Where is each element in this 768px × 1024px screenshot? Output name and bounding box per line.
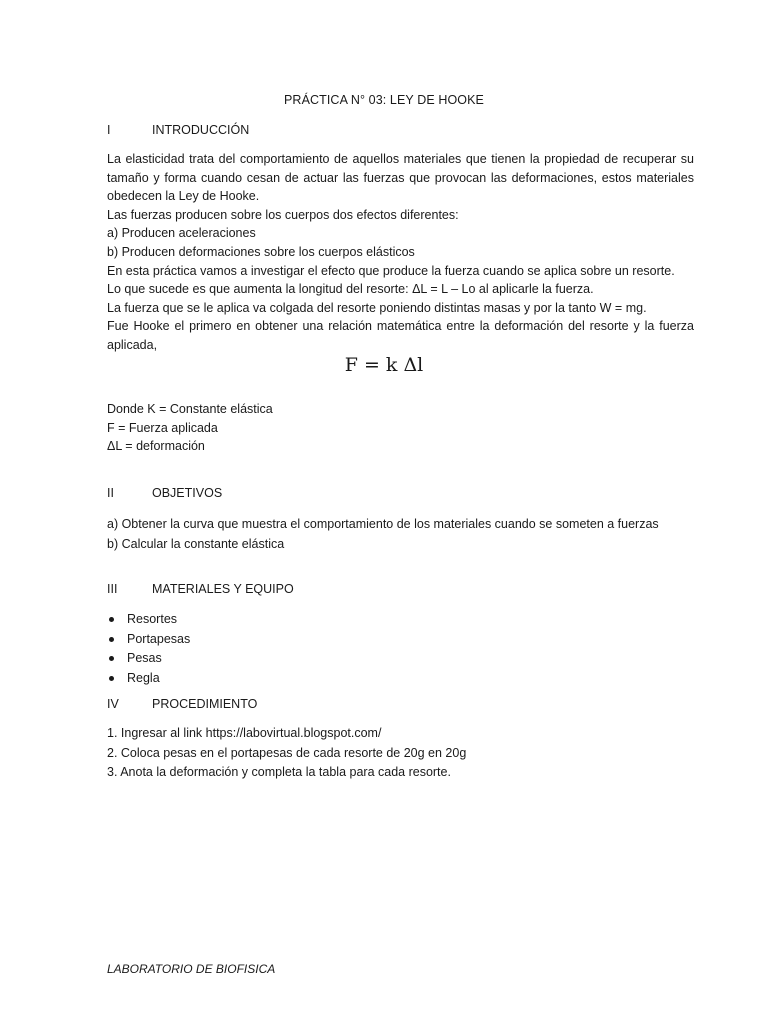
section-title: INTRODUCCIÓN [152, 123, 250, 137]
bullet-icon [109, 637, 114, 642]
bullet-icon [109, 676, 114, 681]
section-heading-intro [107, 123, 249, 137]
definition-line: Donde K = Constante elástica [107, 402, 273, 416]
objetivos-list [107, 514, 694, 554]
material-label: Pesas [127, 651, 162, 665]
section-title: OBJETIVOS [152, 486, 223, 500]
list-item [107, 669, 190, 689]
section-title: MATERIALES Y EQUIPO [152, 582, 294, 596]
intro-paragraph: La elasticidad trata del comportamiento de aquellos materiales que tienen la propiedad de recuperar su tamaño y forma cuando cesan de actuar las fuerzas que provocan las deformaciones, estos materiales obedecen la Ley de Hooke. [107, 152, 694, 204]
intro-line: Lo que sucede es que aumenta la longitud del resorte: ΔL = L – Lo al aplicarle la fuerza. [107, 282, 594, 297]
material-label: Resortes [127, 612, 178, 626]
section-heading-objetivos [107, 486, 222, 500]
intro-line: a) Producen aceleraciones [107, 226, 256, 241]
definition-line: F = Fuerza aplicada [107, 420, 218, 435]
list-item [107, 649, 190, 669]
definition-line: ΔL = deformación [107, 439, 205, 454]
objetivo-item: b) Calcular la constante elástica [107, 537, 285, 551]
materiales-list [107, 610, 190, 688]
intro-line: La fuerza que se le aplica va colgada del resorte poniendo distintas masas y por la tanto W = mg. [107, 300, 647, 315]
objetivo-item: a) Obtener la curva que muestra el comportamiento de los materiales cuando se someten a fuerzas [107, 517, 659, 531]
hooke-paragraph: Fue Hooke el primero en obtener una relación matemática entre la deformación del resorte y la fuerza aplicada, [107, 319, 694, 352]
intro-line: Las fuerzas producen sobre los cuerpos dos efectos diferentes: [107, 207, 459, 222]
section-number: II [107, 486, 114, 500]
section-number: IV [107, 697, 119, 711]
section-heading-procedimiento [107, 697, 257, 711]
section-title: PROCEDIMIENTO [152, 697, 258, 711]
hooke-formula: F = k Δl [344, 354, 424, 376]
section-heading-materiales [107, 582, 294, 596]
bullet-icon [109, 656, 114, 661]
intro-body [107, 150, 694, 355]
material-label: Portapesas [127, 631, 191, 646]
procedimiento-list [107, 724, 694, 783]
list-item [107, 630, 190, 650]
page-footer: LABORATORIO DE BIOFISICA [107, 962, 276, 976]
list-item [107, 610, 190, 630]
page-title: PRÁCTICA N° 03: LEY DE HOOKE [284, 93, 484, 107]
bullet-icon [109, 617, 114, 622]
section-number: I [107, 123, 111, 137]
intro-line: b) Producen deformaciones sobre los cuerpos elásticos [107, 244, 415, 259]
procedure-step: 1. Ingresar al link https://labovirtual.blogspot.com/ [107, 726, 382, 740]
intro-line: En esta práctica vamos a investigar el efecto que produce la fuerza cuando se aplica sobre un resorte. [107, 263, 675, 278]
procedure-step: 3. Anota la deformación y completa la tabla para cada resorte. [107, 765, 451, 779]
section-number: III [107, 582, 118, 596]
definitions [107, 400, 694, 456]
material-label: Regla [127, 670, 160, 685]
procedure-step: 2. Coloca pesas en el portapesas de cada resorte de 20g en 20g [107, 745, 467, 760]
